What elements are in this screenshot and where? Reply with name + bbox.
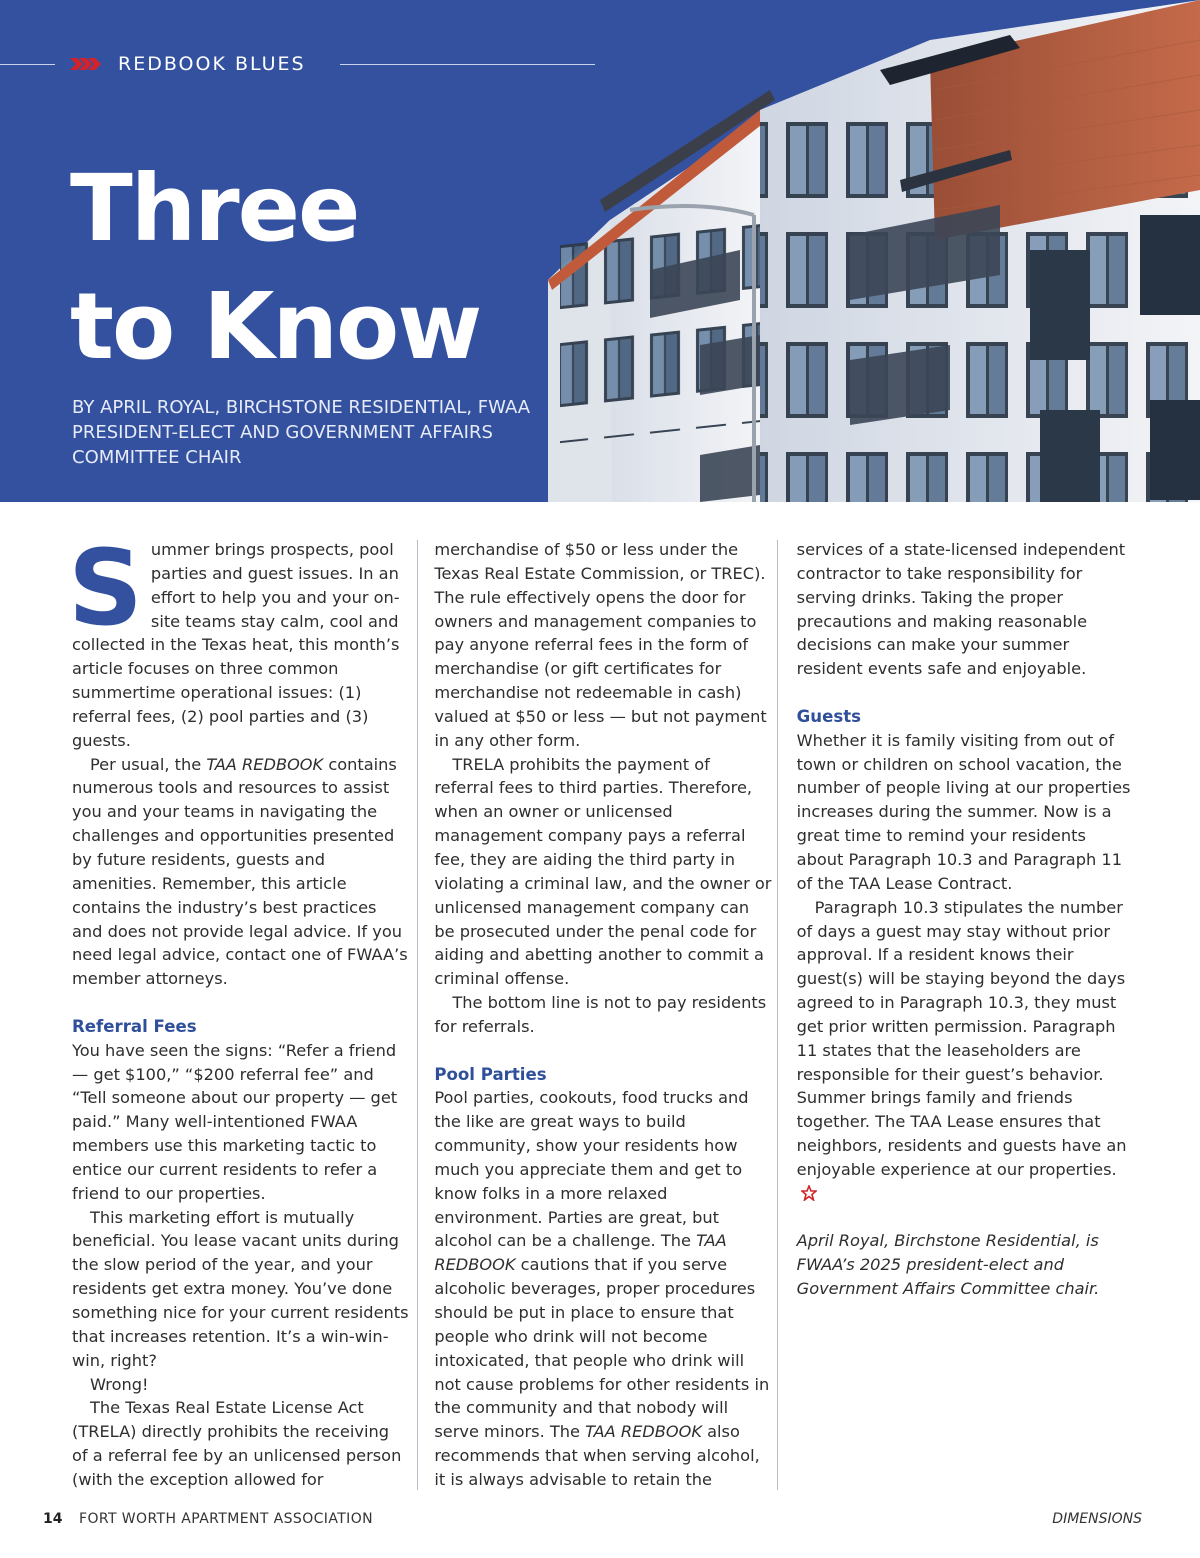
page-footer [0, 1508, 1200, 1532]
drop-cap: S [68, 527, 143, 649]
chevron-arrows-icon [70, 56, 102, 72]
end-mark-star-icon [801, 1185, 817, 1201]
paragraph: The Texas Real Estate License Act (TRELA) directly prohibits the receiving of a referral fee by an unlicensed person (with the exception allowed for merchandise of $50 or less under the Texas Real Estate Commission, or TREC). The rule effectively opens the door for owners and management companies to pay anyone referral fees in the form of merchandise (or gift certificates for merchandise not redeemable in cash) valued at $50 or less — but not payment in any other form. [72, 540, 767, 1489]
byline: BY APRIL ROYAL, BIRCHSTONE RESIDENTIAL, FWAA PRESIDENT-ELECT AND GOVERNMENT AFFAIRS COMMITTEE CHAIR [72, 397, 531, 468]
paragraph: Whether it is family visiting from out of town or children on school vacation, the number of people living at our properties increases during the summer. Now is a great time to remind your residents about Paragraph 10.3 and Paragraph 11 of the TAA Lease Contract. [796, 730, 1131, 893]
divider [0, 64, 55, 65]
subhead-pool-parties: Pool Parties [434, 1064, 547, 1084]
article-body [68, 527, 1134, 1498]
magazine-name: DIMENSIONS [1052, 1511, 1142, 1527]
header-banner [0, 0, 1200, 502]
paragraph: You have seen the signs: “Refer a friend — get $100,” “$200 referral fee” and “Tell someone about our property — get paid.” Many well-intentioned FWAA members use this marketing tactic to entice our current residents to refer a friend to our properties. [72, 1040, 398, 1203]
title-line-2: to Know [70, 273, 481, 380]
subhead-guests: Guests [796, 706, 862, 726]
paragraph: Paragraph 10.3 stipulates the number of days a guest may stay without prior approval. If a resident knows their guest(s) will be staying beyond the days agreed to in Paragraph 10.3, they must get prior written permission. Paragraph 11 states that the leaseholders are responsible for their guest’s behavior. Summer brings family and friends together. The TAA Lease ensures that neighbors, residents and guests have an enjoyable experience at our properties. [797, 896, 1134, 1206]
paragraph: The bottom line is not to pay residents for referrals. [434, 993, 767, 1036]
paragraph: Per usual, the TAA REDBOOK contains numerous tools and resources to assist you and your teams in navigating the challenges and opportunities presented by future residents, guests and amenities. Remember, this article contains the industry’s best practices and does not provide legal advice. If you need legal advice, contact one of FWAA’s member attorneys. [72, 754, 408, 989]
paragraph: TRELA prohibits the payment of referral fees to third parties. Therefore, when an owner or unlicensed management company pays a referral fee, they are aiding the third party in violating a criminal law, and the owner or unlicensed management company can be prosecuted under the penal code for aiding and abetting another to commit a criminal offense. [434, 754, 772, 989]
subhead-referral-fees: Referral Fees [72, 1016, 197, 1036]
article-title [70, 150, 480, 386]
author-bio: April Royal, Birchstone Residential, is FWAA’s 2025 president-elect and Government Affairs Committee chair. [796, 1231, 1100, 1299]
intro-paragraph: Summer brings prospects, pool parties and guest issues. In an effort to help you and your on-site teams stay calm, cool and collected in the Texas heat, this month’s article focuses on three common summertime operational issues: (1) referral fees, (2) pool parties and (3) guests. [68, 527, 400, 750]
paragraph: This marketing effort is mutually beneficial. You lease vacant units during the slow period of the year, and your residents get extra money. You’ve done something nice for your current residents that increases retention. It’s a win-win-win, right? [72, 1207, 409, 1370]
publisher-name: FORT WORTH APARTMENT ASSOCIATION [79, 1511, 373, 1527]
paragraph: Pool parties, cookouts, food trucks and the like are great ways to build community, show your residents how much you appreciate them and get to know folks in a more relaxed environment. Parties are great, but alcohol can be a challenge. The TAA REDBOOK cautions that if you serve alcoholic beverages, proper procedures should be put in place to ensure that people who drink will not become intoxicated, that people who drink will not cause problems for other residents in the community and that nobody will serve minors. The TAA REDBOOK also recommends that when serving alcohol, it is always advisable to retain the services of a state-licensed independent contractor to take responsibility for serving drinks. Taking the proper precautions and making reasonable decisions can make your summer resident events safe and enjoyable. [434, 540, 1126, 1489]
section-label: REDBOOK BLUES [118, 53, 306, 75]
divider [340, 64, 595, 65]
page-number: 14 [43, 1511, 63, 1527]
title-line-1: Three [70, 155, 359, 262]
section-label-bar [0, 50, 600, 80]
paragraph: Wrong! [90, 1374, 149, 1394]
